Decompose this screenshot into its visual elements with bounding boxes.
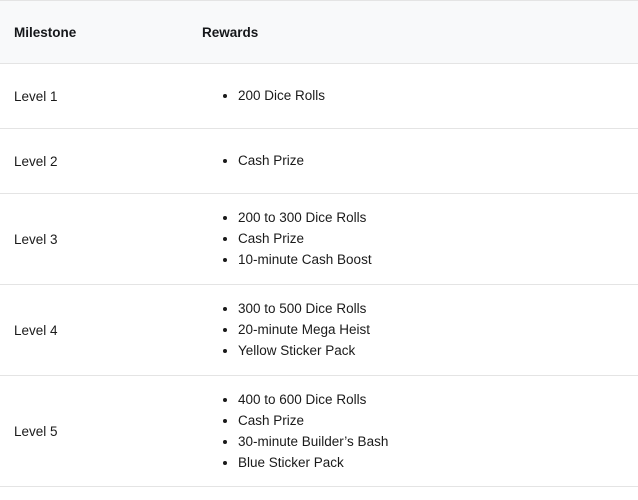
rewards-list: [202, 391, 624, 472]
list-item: • 10-minute Cash Boost: [238, 251, 624, 269]
table-row: [0, 376, 638, 487]
list-item: • 200 Dice Rolls: [238, 87, 624, 105]
cell-rewards: [188, 376, 638, 487]
table-row: [0, 64, 638, 129]
cell-rewards: [188, 64, 638, 129]
table-header-row: [0, 1, 638, 64]
rewards-list: [202, 300, 624, 360]
table-row: [0, 285, 638, 376]
list-item: • 20-minute Mega Heist: [238, 321, 624, 339]
table-row: [0, 194, 638, 285]
list-item: • Cash Prize: [238, 230, 624, 248]
table-header: [0, 1, 638, 64]
cell-milestone: Level 5: [0, 376, 188, 487]
cell-milestone: Level 4: [0, 285, 188, 376]
cell-milestone: Level 1: [0, 64, 188, 129]
list-item: • 400 to 600 Dice Rolls: [238, 391, 624, 409]
column-header-rewards: Rewards: [188, 1, 638, 64]
list-item: • Blue Sticker Pack: [238, 454, 624, 472]
rewards-list: [202, 209, 624, 269]
list-item: • Cash Prize: [238, 412, 624, 430]
list-item: • Cash Prize: [238, 152, 624, 170]
cell-milestone: Level 3: [0, 194, 188, 285]
list-item: • 300 to 500 Dice Rolls: [238, 300, 624, 318]
list-item: • 200 to 300 Dice Rolls: [238, 209, 624, 227]
cell-rewards: [188, 285, 638, 376]
cell-milestone: Level 2: [0, 129, 188, 194]
cell-rewards: [188, 194, 638, 285]
table-row: [0, 129, 638, 194]
table-body: [0, 64, 638, 487]
rewards-list: [202, 87, 624, 105]
list-item: • Yellow Sticker Pack: [238, 342, 624, 360]
rewards-list: [202, 152, 624, 170]
column-header-milestone: Milestone: [0, 1, 188, 64]
cell-rewards: [188, 129, 638, 194]
list-item: • 30-minute Builder’s Bash: [238, 433, 624, 451]
